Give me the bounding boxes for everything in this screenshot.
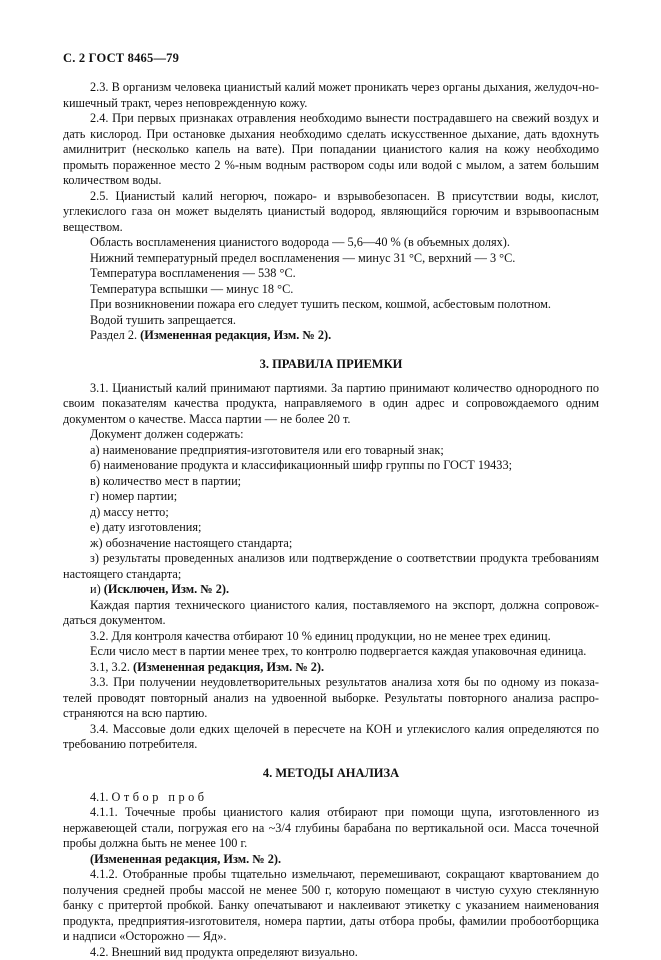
paragraph-2-3: 2.3. В организм человека цианистый калий может проникать через органы дыхания, желудоч-но-кишечный тракт, через неповрежденную кожу. — [63, 80, 599, 111]
document-body — [63, 80, 599, 960]
page-header: С. 2 ГОСТ 8465—79 — [63, 51, 179, 66]
paragraph-4-1: 4.1. Отбор проб — [63, 790, 599, 806]
paragraph-3-2: 3.2. Для контроля качества отбирают 10 % единиц продукции, но не менее трех единиц. — [63, 629, 599, 645]
paragraph-flash-point: Температура вспышки — минус 18 °С. — [63, 282, 599, 298]
paragraph-3-1: 3.1. Цианистый калий принимают партиями. За партию принимают количество однородного по своим показателям качества продукта, направляемого в один адрес и сопровождаемого одним документом о качестве. Масса партии — не более 20 т. — [63, 381, 599, 428]
list-item-i: и) (Исключен, Изм. № 2). — [63, 582, 599, 598]
list-item-v: в) количество мест в партии; — [63, 474, 599, 490]
paragraph-water-forbidden: Водой тушить запрещается. — [63, 313, 599, 329]
paragraph-less-than-three: Если число мест в партии менее трех, то контролю подвергается каждая упаковочная единица. — [63, 644, 599, 660]
list-item-zh: ж) обозначение настоящего стандарта; — [63, 536, 599, 552]
paragraph-ignition-range: Область воспламенения цианистого водорода — 5,6—40 % (в объемных долях). — [63, 235, 599, 251]
list-item-e: е) дату изготовления; — [63, 520, 599, 536]
paragraph-document-contents: Документ должен содержать: — [63, 427, 599, 443]
paragraph-3-4: 3.4. Массовые доли едких щелочей в пересчете на КОН и углекислого калия определяются по требованию потребителя. — [63, 722, 599, 753]
paragraph-fire-extinguish: При возникновении пожара его следует тушить песком, кошмой, асбестовым полотном. — [63, 297, 599, 313]
paragraph-4-2: 4.2. Внешний вид продукта определяют визуально. — [63, 945, 599, 960]
paragraph-export: Каждая партия технического цианистого калия, поставляемого на экспорт, должна сопровож-даться документом. — [63, 598, 599, 629]
section-4-heading: 4. МЕТОДЫ АНАЛИЗА — [63, 766, 599, 781]
list-item-d: д) массу нетто; — [63, 505, 599, 521]
paragraph-section2-revision: Раздел 2. (Измененная редакция, Изм. № 2). — [63, 328, 599, 344]
paragraph-4-1-1-revision: (Измененная редакция, Изм. № 2). — [63, 852, 599, 868]
paragraph-2-5: 2.5. Цианистый калий негорюч, пожаро- и взрывобезопасен. В присутствии воды, кислот, углекислого газа он может выделять цианистый водород, являющийся горючим и взрывоопасным веществом. — [63, 189, 599, 236]
section-3-heading: 3. ПРАВИЛА ПРИЕМКИ — [63, 357, 599, 372]
list-item-g: г) номер партии; — [63, 489, 599, 505]
paragraph-4-1-1: 4.1.1. Точечные пробы цианистого калия отбирают при помощи щупа, изготовленного из нержавеющей стали, погружая его на ~3/4 глубины барабана по вертикальной оси. Масса точечной пробы должна быть не менее 100 г. — [63, 805, 599, 852]
paragraph-3-3: 3.3. При получении неудовлетворительных результатов анализа хотя бы по одному из показа-телей проводят повторный анализ на удвоенной выборке. Результаты повторного анализа распро-страняются на всю партию. — [63, 675, 599, 722]
paragraph-4-1-2: 4.1.2. Отобранные пробы тщательно измельчают, перемешивают, сокращают квартованием до получения средней пробы массой не менее 500 г, которую помещают в чистую сухую стеклянную банку с притертой пробкой. Банку опечатывают и наклеивают этикетку с указанием наименования продукта, предприятия-изготовителя, номера партии, даты отбора пробы, фамилии пробоотборщика и надписи «Осторожно — Яд». — [63, 867, 599, 945]
paragraph-ignition-temp: Температура воспламенения — 538 °С. — [63, 266, 599, 282]
paragraph-3-1-3-2-revision: 3.1, 3.2. (Измененная редакция, Изм. № 2). — [63, 660, 599, 676]
list-item-b: б) наименование продукта и классификационный шифр группы по ГОСТ 19433; — [63, 458, 599, 474]
paragraph-temp-limits: Нижний температурный предел воспламенения — минус 31 °С, верхний — 3 °С. — [63, 251, 599, 267]
list-item-z: з) результаты проведенных анализов или подтверждение о соответствии продукта требованиям настоящего стандарта; — [63, 551, 599, 582]
paragraph-2-4: 2.4. При первых признаках отравления необходимо вынести пострадавшего на свежий воздух и дать кислород. При остановке дыхания необходимо сделать искусственное дыхание, дать вдохнуть амилнитрит (несколько капель на вате). При попадании цианистого калия на кожу необходимо промыть пораженное место 2 %-ным водным раствором соды или водой с мылом, а затем большим количеством воды. — [63, 111, 599, 189]
list-item-a: а) наименование предприятия-изготовителя или его товарный знак; — [63, 443, 599, 459]
